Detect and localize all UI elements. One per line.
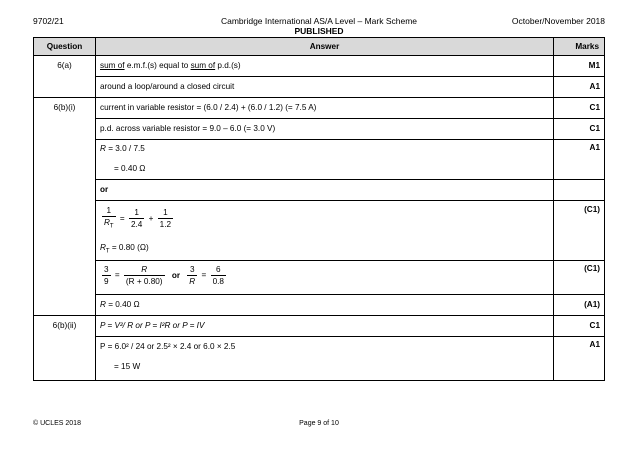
paper-code: 9702/21 — [33, 16, 64, 26]
header-question: Question — [34, 38, 96, 56]
header-answer: Answer — [96, 38, 554, 56]
exam-session: October/November 2018 — [511, 16, 605, 26]
table-row — [34, 98, 605, 119]
table-row — [34, 77, 605, 98]
table-row — [34, 295, 605, 316]
mark-cell: A1 — [554, 77, 605, 98]
question-number: 6(b)(ii) — [34, 316, 96, 381]
question-number: 6(b)(i) — [34, 98, 96, 316]
or-label: or — [96, 180, 554, 201]
mark-cell — [554, 180, 605, 201]
question-number: 6(a) — [34, 56, 96, 98]
table-row — [34, 316, 605, 337]
document-title: Cambridge International AS/A Level – Mark Scheme — [220, 16, 418, 26]
answer-cell: around a loop/around a closed circuit — [96, 77, 554, 98]
table-row — [34, 337, 605, 381]
mark-cell: (C1) — [554, 261, 605, 295]
table-header-row — [34, 38, 605, 56]
answer-cell: P = 6.0² / 24 or 2.5² × 2.4 or 6.0 × 2.5 = 15 W — [96, 337, 554, 381]
table-row — [34, 261, 605, 295]
table-row — [34, 180, 605, 201]
mark-cell: (C1) — [554, 201, 605, 261]
answer-cell: p.d. across variable resistor = 9.0 – 6.0 (= 3.0 V) — [96, 119, 554, 140]
copyright: © UCLES 2018 — [33, 420, 81, 427]
mark-cell: C1 — [554, 316, 605, 337]
answer-cell: R = 3.0 / 7.5 = 0.40 Ω — [96, 140, 554, 180]
answer-cell: current in variable resistor = (6.0 / 2.4) + (6.0 / 1.2) (= 7.5 A) — [96, 98, 554, 119]
table-row — [34, 140, 605, 180]
mark-cell: A1 — [554, 337, 605, 381]
page-number: Page 9 of 10 — [299, 420, 339, 427]
published-label: PUBLISHED — [294, 26, 344, 36]
mark-cell: C1 — [554, 119, 605, 140]
mark-cell: (A1) — [554, 295, 605, 316]
mark-cell: M1 — [554, 56, 605, 77]
header-marks: Marks — [554, 38, 605, 56]
table-row — [34, 201, 605, 261]
mark-cell: A1 — [554, 140, 605, 180]
mark-cell: C1 — [554, 98, 605, 119]
table-row — [34, 119, 605, 140]
table-row — [34, 56, 605, 77]
answer-cell: $\frac{1}{R_T}$ = $\frac{1}{2.4}$ + $\frac{1}{1.2}$ $R_T = 0.80$ (Ω) — [96, 201, 554, 261]
answer-cell: sum of e.m.f.(s) equal to sum of p.d.(s) — [96, 56, 554, 77]
mark-scheme-table — [33, 37, 605, 381]
parallel-resistor-equation: $\frac{1}{R_T}$ = $\frac{1}{2.4}$ + $\frac{1}{1.2}$ — [104, 206, 172, 230]
answer-cell: P = V²/ R or P = I²R or P = IV — [96, 316, 554, 337]
answer-cell: R = 0.40 Ω — [96, 295, 554, 316]
answer-cell: $\frac{3}{9}$ = $\frac{R}{(R + 0.80)}$ or $\frac{3}{R}$ = $\frac{6}{0.8}$ — [96, 261, 554, 295]
